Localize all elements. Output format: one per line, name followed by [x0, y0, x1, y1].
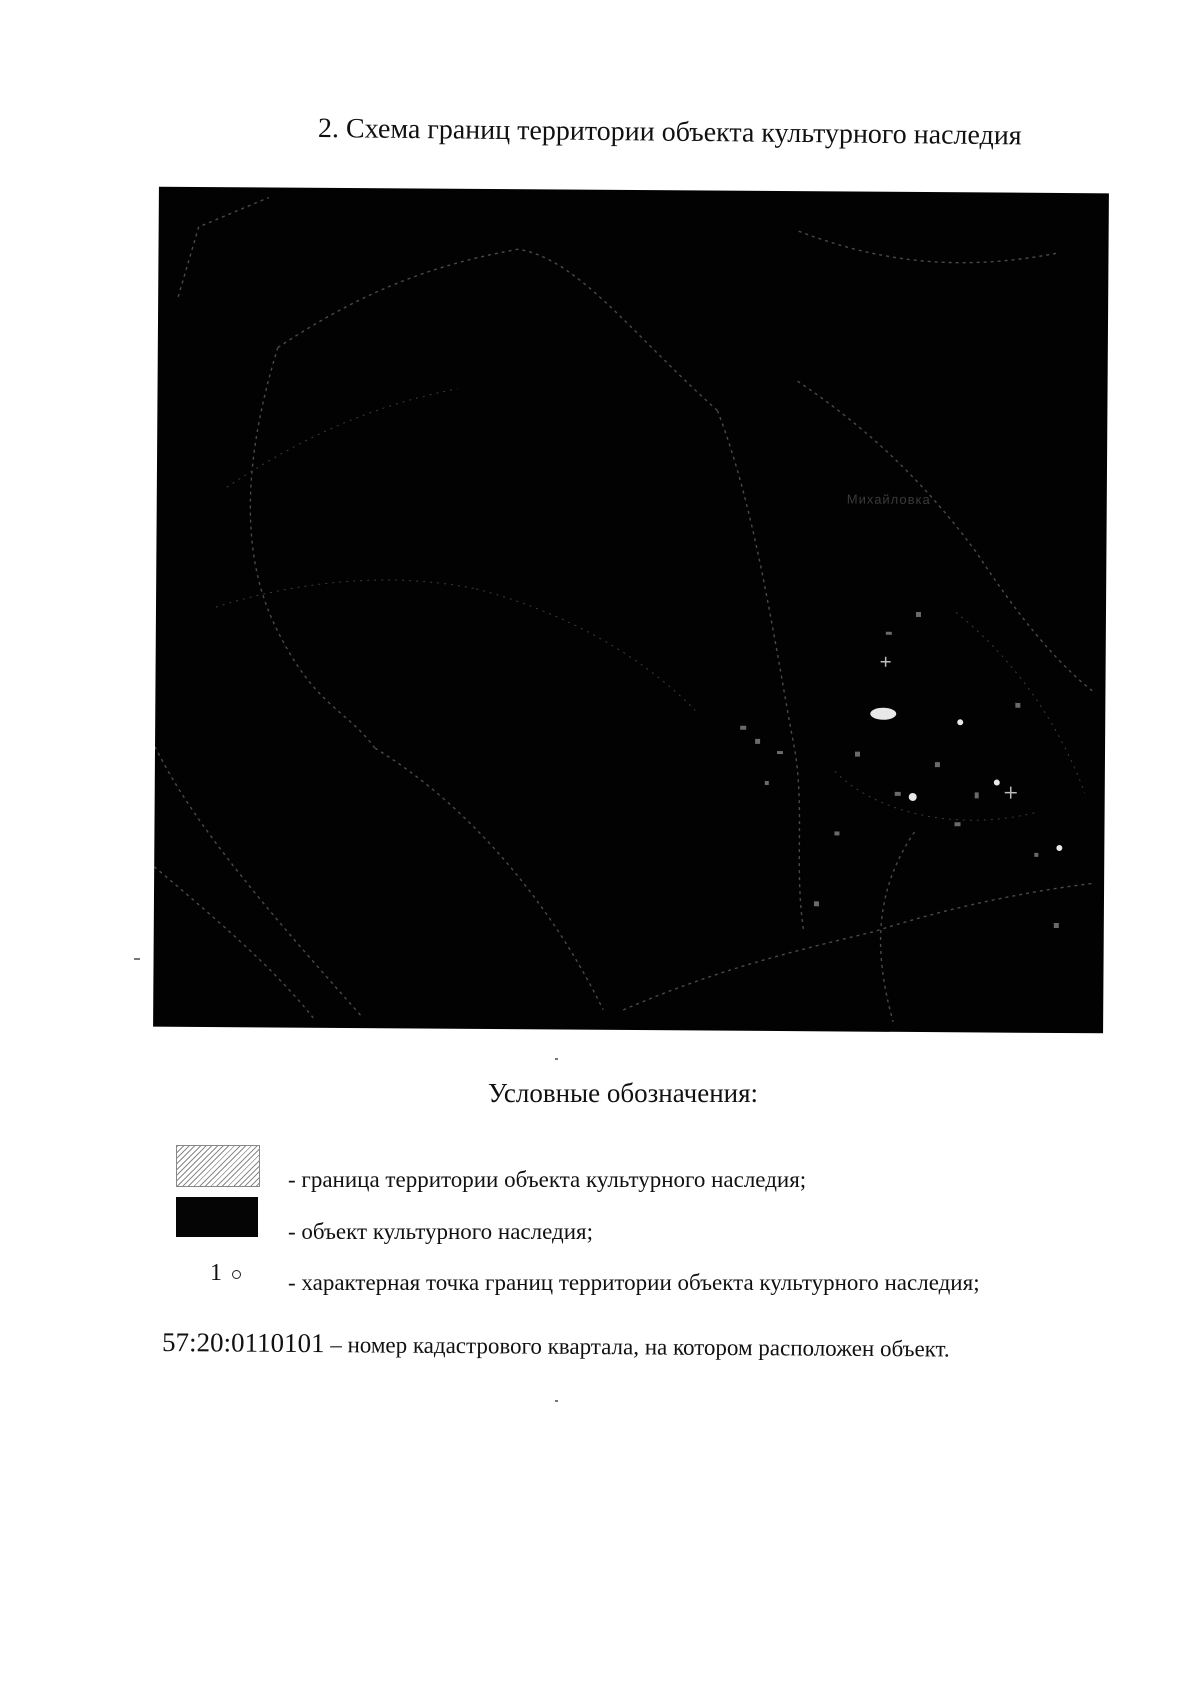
map-object-highlight	[1056, 845, 1062, 851]
map-building-mark	[740, 726, 746, 730]
map-building-mark	[916, 612, 921, 617]
map-cross-mark	[1005, 787, 1017, 799]
black-rectangle-symbol	[176, 1197, 258, 1237]
cadastral-description: – номер кадастрового квартала, на котором расположен объект.	[324, 1332, 950, 1362]
map-building-mark	[777, 751, 783, 754]
hatched-boundary-symbol	[176, 1145, 260, 1187]
map-road-line	[153, 747, 365, 1018]
map-contour-line	[835, 771, 1035, 820]
map-place-label: Михайловка	[846, 491, 931, 508]
map-building-mark	[1015, 703, 1020, 708]
map-building-mark	[814, 901, 819, 906]
scan-mark	[555, 1058, 558, 1060]
legend-title: Условные обозначения:	[488, 1078, 759, 1108]
map-object-highlight	[994, 780, 1000, 786]
boundary-map[interactable]	[153, 187, 1109, 1034]
map-road-line	[798, 231, 1058, 263]
map-road-line	[249, 347, 378, 748]
map-contour-line	[475, 589, 696, 711]
map-road-line	[178, 197, 269, 298]
map-building-mark	[895, 792, 901, 796]
map-road-line	[277, 248, 718, 411]
legend-item-boundary	[170, 1145, 1070, 1195]
map-building-mark	[855, 752, 860, 757]
map-road-line	[373, 748, 605, 1010]
map-contour-line	[216, 579, 476, 609]
point-number: 1	[210, 1260, 222, 1286]
map-building-mark	[1054, 923, 1059, 928]
map-drawing	[153, 187, 1109, 1034]
map-building-mark	[935, 762, 940, 767]
map-building-mark	[954, 822, 960, 826]
map-building-mark	[1034, 853, 1038, 857]
map-contour-line	[227, 387, 458, 489]
cadastral-note	[162, 1325, 950, 1366]
map-building-mark	[975, 792, 979, 798]
point-circle-icon	[232, 1270, 241, 1279]
legend-item-point	[170, 1258, 1070, 1308]
map-contour-line	[955, 612, 1086, 793]
map-building-mark	[834, 831, 839, 835]
legend-item-text: - характерная точка границ территории объекта культурного наследия;	[288, 1270, 980, 1295]
page-title: 2. Схема границ территории объекта культурного наследия	[317, 113, 1022, 152]
map-road-line	[714, 411, 808, 932]
legend-item-text: - объект культурного наследия;	[288, 1219, 593, 1244]
map-road-line	[623, 880, 1094, 1013]
scan-mark	[134, 958, 140, 960]
map-object-highlight	[957, 719, 963, 725]
cadastral-number: 57:20:0110101	[161, 1327, 325, 1359]
map-building-mark	[765, 781, 769, 785]
map-road-line	[153, 867, 314, 1018]
map-road-line	[795, 381, 1097, 693]
map-building-mark	[755, 739, 760, 744]
map-road-line	[880, 832, 914, 1022]
map-cross-mark	[881, 657, 891, 667]
scan-mark	[555, 1400, 558, 1402]
numbered-point-symbol	[210, 1258, 270, 1298]
legend-item-object	[170, 1197, 1070, 1247]
map-object-highlight	[870, 708, 896, 720]
map-object-highlight	[909, 793, 917, 801]
map-building-mark	[886, 632, 892, 635]
legend-item-text: - граница территории объекта культурного наследия;	[288, 1167, 807, 1192]
